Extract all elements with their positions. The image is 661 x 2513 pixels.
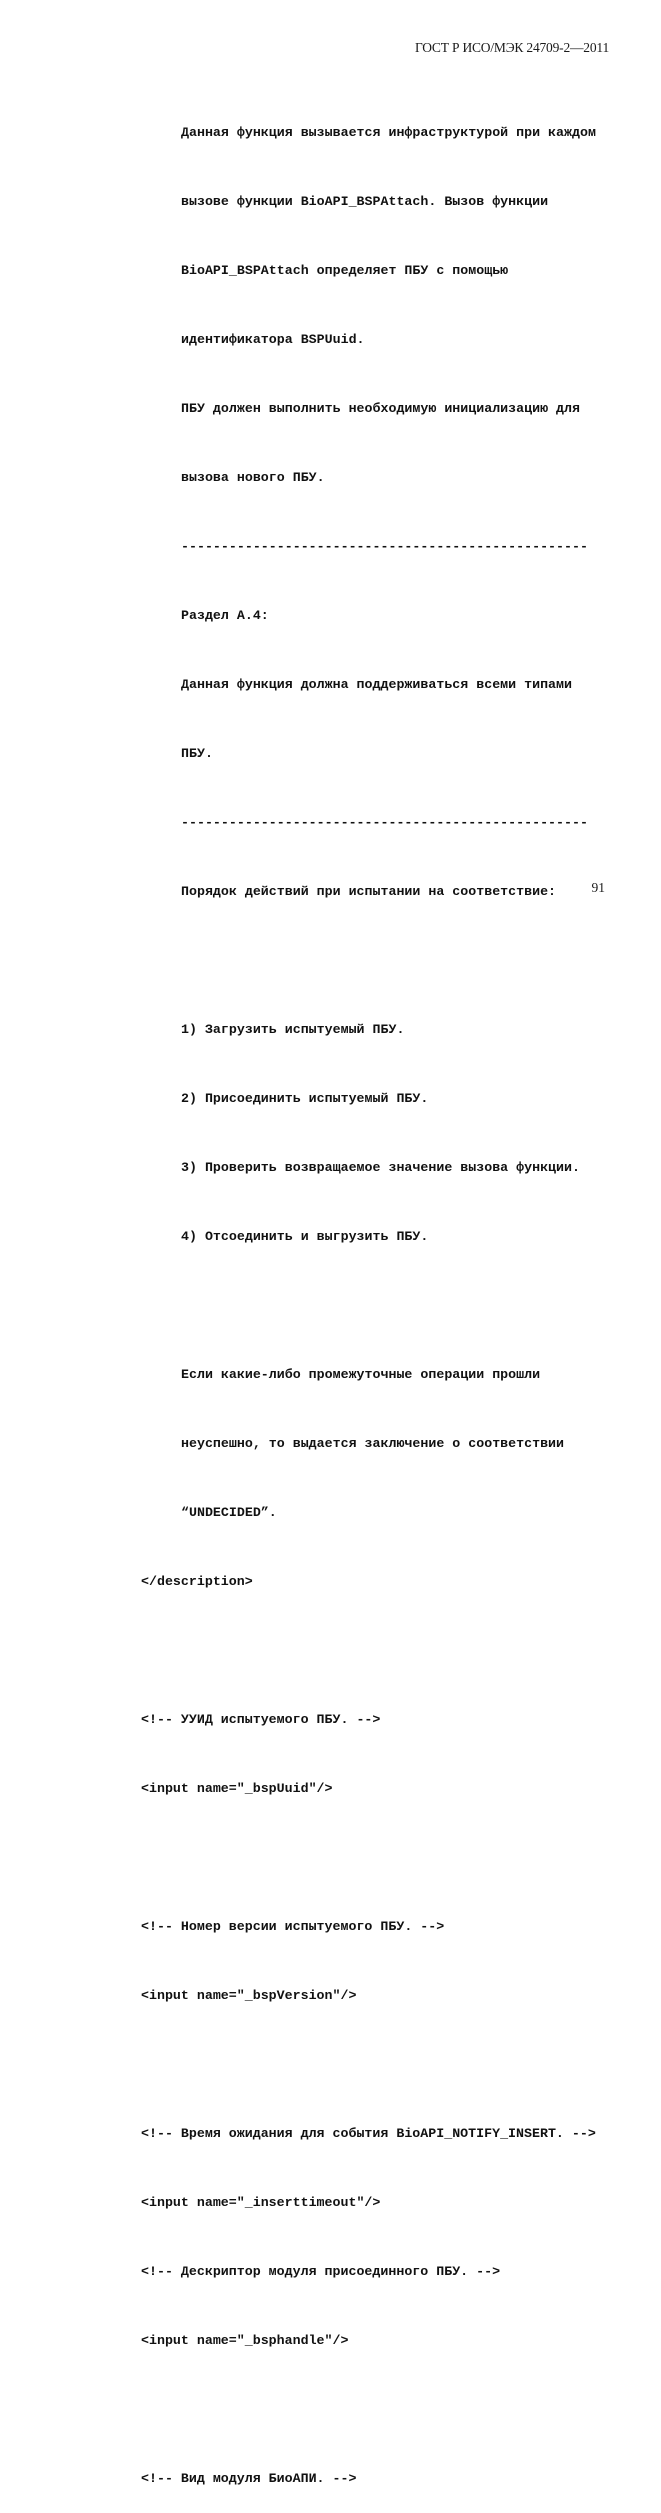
conclusion-line: неуспешно, то выдается заключение о соответствии: [181, 1436, 565, 1451]
xml-input-element: <input name="_bspUuid"/>: [141, 1781, 333, 1796]
section-label: Раздел А.4:: [181, 608, 269, 623]
description-close-tag: </description>: [141, 1574, 253, 1589]
xml-comment: <!-- Номер версии испытуемого ПБУ. -->: [141, 1919, 445, 1934]
xml-comment: <!-- Вид модуля БиоАПИ. -->: [141, 2471, 357, 2486]
procedure-step: 3) Проверить возвращаемое значение вызова функции.: [181, 1160, 580, 1175]
description-line: BioAPI_BSPAttach определяет ПБУ с помощью: [181, 263, 509, 278]
blank-line: [141, 1294, 596, 1317]
description-line: вызова нового ПБУ.: [181, 470, 325, 485]
procedure-step: 2) Присоединить испытуемый ПБУ.: [181, 1091, 429, 1106]
xml-comment: <!-- УУИД испытуемого ПБУ. -->: [141, 1712, 381, 1727]
section-line: Данная функция должна поддерживаться всеми типами: [181, 677, 572, 692]
procedure-step: 1) Загрузить испытуемый ПБУ.: [181, 1022, 405, 1037]
description-line: Данная функция вызывается инфраструктурой при каждом: [181, 125, 596, 140]
blank-line: [141, 1846, 596, 1869]
blank-line: [141, 1639, 596, 1662]
xml-comment: <!-- Время ожидания для события BioAPI_NOTIFY_INSERT. -->: [141, 2126, 596, 2141]
conclusion-line: “UNDECIDED”.: [181, 1505, 277, 1520]
description-line: ПБУ должен выполнить необходимую инициализацию для: [181, 401, 580, 416]
separator-line: ---------------------------------------------------: [181, 539, 588, 554]
section-line: ПБУ.: [181, 746, 213, 761]
code-listing: [141, 75, 596, 2513]
conclusion-line: Если какие-либо промежуточные операции прошли: [181, 1367, 541, 1382]
blank-line: [141, 949, 596, 972]
separator-line: ---------------------------------------------------: [181, 815, 588, 830]
page-number: 91: [591, 880, 605, 895]
xml-input-element: <input name="_bspVersion"/>: [141, 1988, 357, 2003]
xml-comment: <!-- Дескриптор модуля присоединного ПБУ. -->: [141, 2264, 501, 2279]
description-line: вызове функции BioAPI_BSPAttach. Вызов функции: [181, 194, 549, 209]
document-header: ГОСТ Р ИСО/МЭК 24709-2—2011: [414, 40, 609, 55]
xml-input-element: <input name="_bsphandle"/>: [141, 2333, 349, 2348]
blank-line: [141, 2053, 596, 2076]
description-line: идентификатора BSPUuid.: [181, 332, 365, 347]
xml-input-element: <input name="_inserttimeout"/>: [141, 2195, 381, 2210]
procedure-title: Порядок действий при испытании на соответствие:: [181, 884, 557, 899]
procedure-step: 4) Отсоединить и выгрузить ПБУ.: [181, 1229, 429, 1244]
blank-line: [141, 2398, 596, 2421]
